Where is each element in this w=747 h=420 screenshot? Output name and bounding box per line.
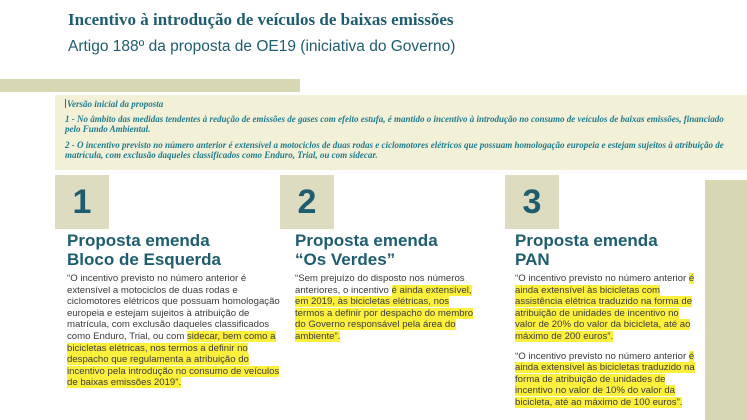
proposal-text-1: [67, 273, 282, 389]
initial-version-paragraph-1: 1 - No âmbito das medidas tendentes à redução de emissões de gases com efeito estufa, é mantido o incentivo à introdução no consumo de veículos de baixas emissões, financiado pelo Fundo Ambiental.: [65, 114, 724, 134]
proposal-text-3a: [515, 273, 700, 343]
proposal-title-1: [67, 231, 282, 269]
proposal-text-3b: [515, 351, 700, 409]
proposal-title-2-line-1: Proposta emenda: [295, 231, 438, 250]
decorative-bar-top: [0, 79, 300, 92]
proposal-number-1: 1: [55, 175, 109, 229]
proposal-text-3b-plain: “O incentivo previsto no número anterior: [515, 350, 689, 362]
proposal-title-3: [515, 231, 700, 269]
proposal-text-2-highlight: é ainda extensível, em 2019, às bicicletas elétricas, nos termos a definir por despacho do membro do Governo responsável pela área do ambiente”.: [295, 284, 474, 342]
proposal-column-3: [515, 231, 700, 409]
proposal-title-2: [295, 231, 475, 269]
proposal-text-3b-highlight: é ainda extensível às bicicletas traduzido na forma de atribuição de unidades de incentivo no valor de 10% do valor da bicicleta, até ao máximo de 100 euros”.: [515, 350, 695, 408]
proposal-column-1: [67, 231, 282, 389]
proposal-title-3-line-1: Proposta emenda: [515, 231, 658, 250]
decorative-bar-right: [705, 180, 747, 420]
proposal-text-2-plain: “Sem prejuízo do disposto nos números anteriores, o incentivo: [295, 273, 465, 296]
initial-version-paragraph-2: 2 - O incentivo previsto no número anterior é extensível a motociclos de duas rodas e ciclomotores elétricos que possuam homologação europeia e estejam sujeitos à atribuição de matrícula, com exclusão daqueles classificados como Enduro, Trial, ou com sidecar.: [65, 140, 724, 160]
proposal-title-1-line-2: Bloco de Esquerda: [67, 250, 221, 269]
initial-version-heading: Versão inicial da proposta: [67, 99, 164, 109]
proposal-text-3a-highlight: é ainda extensível às bicicletas com assistência elétrica traduzido na forma de atribuição de unidades de incentivo no valor de 20% do valor da bicicleta, até ao máximo de 200 euros”.: [515, 273, 695, 342]
proposal-title-3-line-2: PAN: [515, 250, 550, 269]
proposal-column-2: [295, 231, 475, 343]
proposal-text-3a-plain: “O incentivo previsto no número anterior: [515, 273, 689, 284]
page-title: Incentivo à introdução de veículos de baixas emissões: [68, 10, 454, 29]
proposal-number-3: 3: [505, 175, 559, 229]
proposal-number-2: 2: [280, 175, 334, 229]
proposal-text-1-plain: “O incentivo previsto no número anterior é extensível a motociclos de duas rodas e ciclomotores elétricos que possuam homologação europeia e estejam sujeitos à atribuição de matrícula, com exclusão daqueles classificados como Enduro, Trial, ou com: [67, 273, 280, 342]
proposal-text-1-highlight: sidecar, bem como a bicicletas elétricas, nos termos a definir no despacho que regulamenta a atribuição do incentivo pela introdução no consumo de veículos de baixas emissões 2019”.: [67, 330, 280, 389]
proposal-title-1-line-1: Proposta emenda: [67, 231, 210, 250]
initial-version-box: [55, 95, 747, 170]
proposal-title-2-line-2: “Os Verdes”: [295, 250, 396, 269]
text-cursor-mark: [65, 99, 66, 108]
proposal-text-2: [295, 273, 475, 343]
page-subtitle: Artigo 188º da proposta de OE19 (iniciativa do Governo): [68, 38, 456, 55]
